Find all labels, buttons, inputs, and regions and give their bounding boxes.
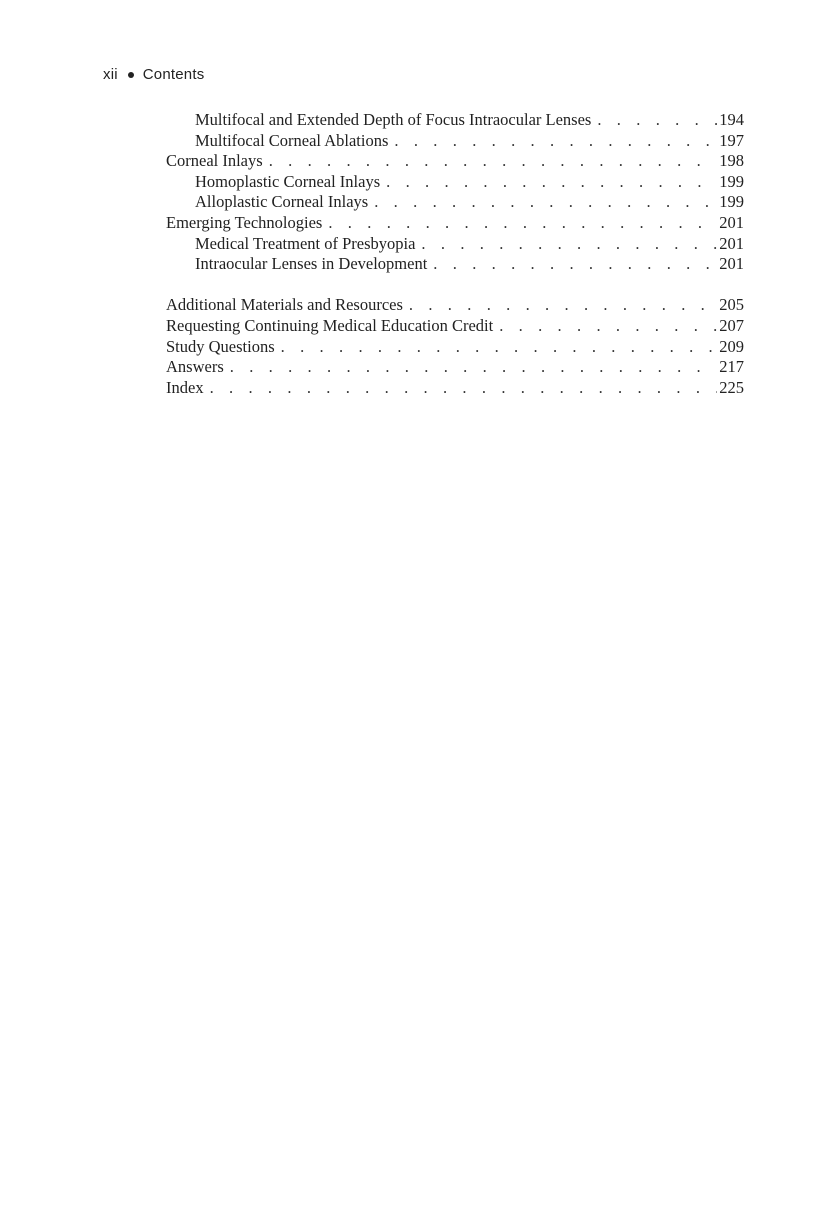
toc-entry-page: 201 bbox=[719, 212, 744, 232]
toc-entry-title: Medical Treatment of Presbyopia bbox=[195, 233, 416, 253]
toc-entry[interactable] bbox=[166, 192, 744, 213]
toc-entry-title: Additional Materials and Resources bbox=[166, 295, 403, 315]
toc-entry-title: Index bbox=[166, 377, 204, 397]
toc-entry-page: 209 bbox=[719, 336, 744, 356]
dot-leader bbox=[409, 295, 717, 316]
toc-entry-title: Homoplastic Corneal Inlays bbox=[195, 171, 381, 191]
bullet-separator-icon bbox=[128, 72, 134, 78]
toc-entry-page: 201 bbox=[719, 233, 744, 253]
toc-entry[interactable] bbox=[166, 110, 744, 131]
toc-entry[interactable] bbox=[166, 131, 744, 152]
toc-entry-title: Requesting Continuing Medical Education Credit bbox=[166, 315, 494, 335]
toc-entry-page: 198 bbox=[719, 151, 744, 171]
toc-entry-title: Emerging Technologies bbox=[166, 212, 323, 232]
toc-entry-page: 205 bbox=[719, 295, 744, 315]
toc-entry[interactable] bbox=[166, 337, 744, 358]
toc-entry-title: Intraocular Lenses in Development bbox=[195, 254, 428, 274]
dot-leader bbox=[269, 151, 718, 172]
dot-leader bbox=[421, 234, 717, 255]
toc-entry[interactable] bbox=[166, 213, 744, 234]
toc-entry[interactable] bbox=[166, 234, 744, 255]
toc-entry-page: 199 bbox=[719, 192, 744, 212]
running-head bbox=[103, 66, 204, 83]
dot-leader bbox=[374, 192, 717, 213]
dot-leader bbox=[328, 213, 717, 234]
toc-entry-page: 201 bbox=[719, 254, 744, 274]
toc-entry-page: 199 bbox=[719, 171, 744, 191]
toc-entry[interactable] bbox=[166, 316, 744, 337]
toc-entry[interactable] bbox=[166, 172, 744, 193]
toc-entry-title: Answers bbox=[166, 357, 224, 377]
toc-entry[interactable] bbox=[166, 357, 744, 378]
toc-entry[interactable] bbox=[166, 378, 744, 399]
dot-leader bbox=[230, 357, 718, 378]
toc-entry-title: Multifocal and Extended Depth of Focus Intraocular Lenses bbox=[195, 110, 592, 129]
toc-entry-page: 207 bbox=[719, 315, 744, 335]
dot-leader bbox=[433, 254, 717, 275]
toc-entry-title: Multifocal Corneal Ablations bbox=[195, 130, 389, 150]
dot-leader bbox=[499, 316, 717, 337]
toc-entry[interactable] bbox=[166, 151, 744, 172]
dot-leader bbox=[394, 131, 717, 152]
table-of-contents bbox=[166, 110, 744, 398]
toc-entry-page: 197 bbox=[719, 130, 744, 150]
dot-leader bbox=[386, 172, 717, 193]
toc-entry-page: 194 bbox=[719, 110, 744, 129]
page-number: xii bbox=[103, 66, 118, 83]
toc-entry-title: Study Questions bbox=[166, 336, 275, 356]
dot-leader bbox=[597, 110, 717, 131]
section-title: Contents bbox=[142, 66, 205, 83]
toc-entry-title: Alloplastic Corneal Inlays bbox=[195, 192, 369, 212]
dot-leader bbox=[281, 337, 718, 358]
toc-entry-page: 225 bbox=[719, 377, 744, 397]
toc-entry-page: 217 bbox=[719, 357, 744, 377]
toc-entry[interactable] bbox=[166, 295, 744, 316]
toc-entry-title: Corneal Inlays bbox=[166, 151, 263, 171]
toc-entry[interactable] bbox=[166, 254, 744, 275]
dot-leader bbox=[210, 378, 718, 399]
